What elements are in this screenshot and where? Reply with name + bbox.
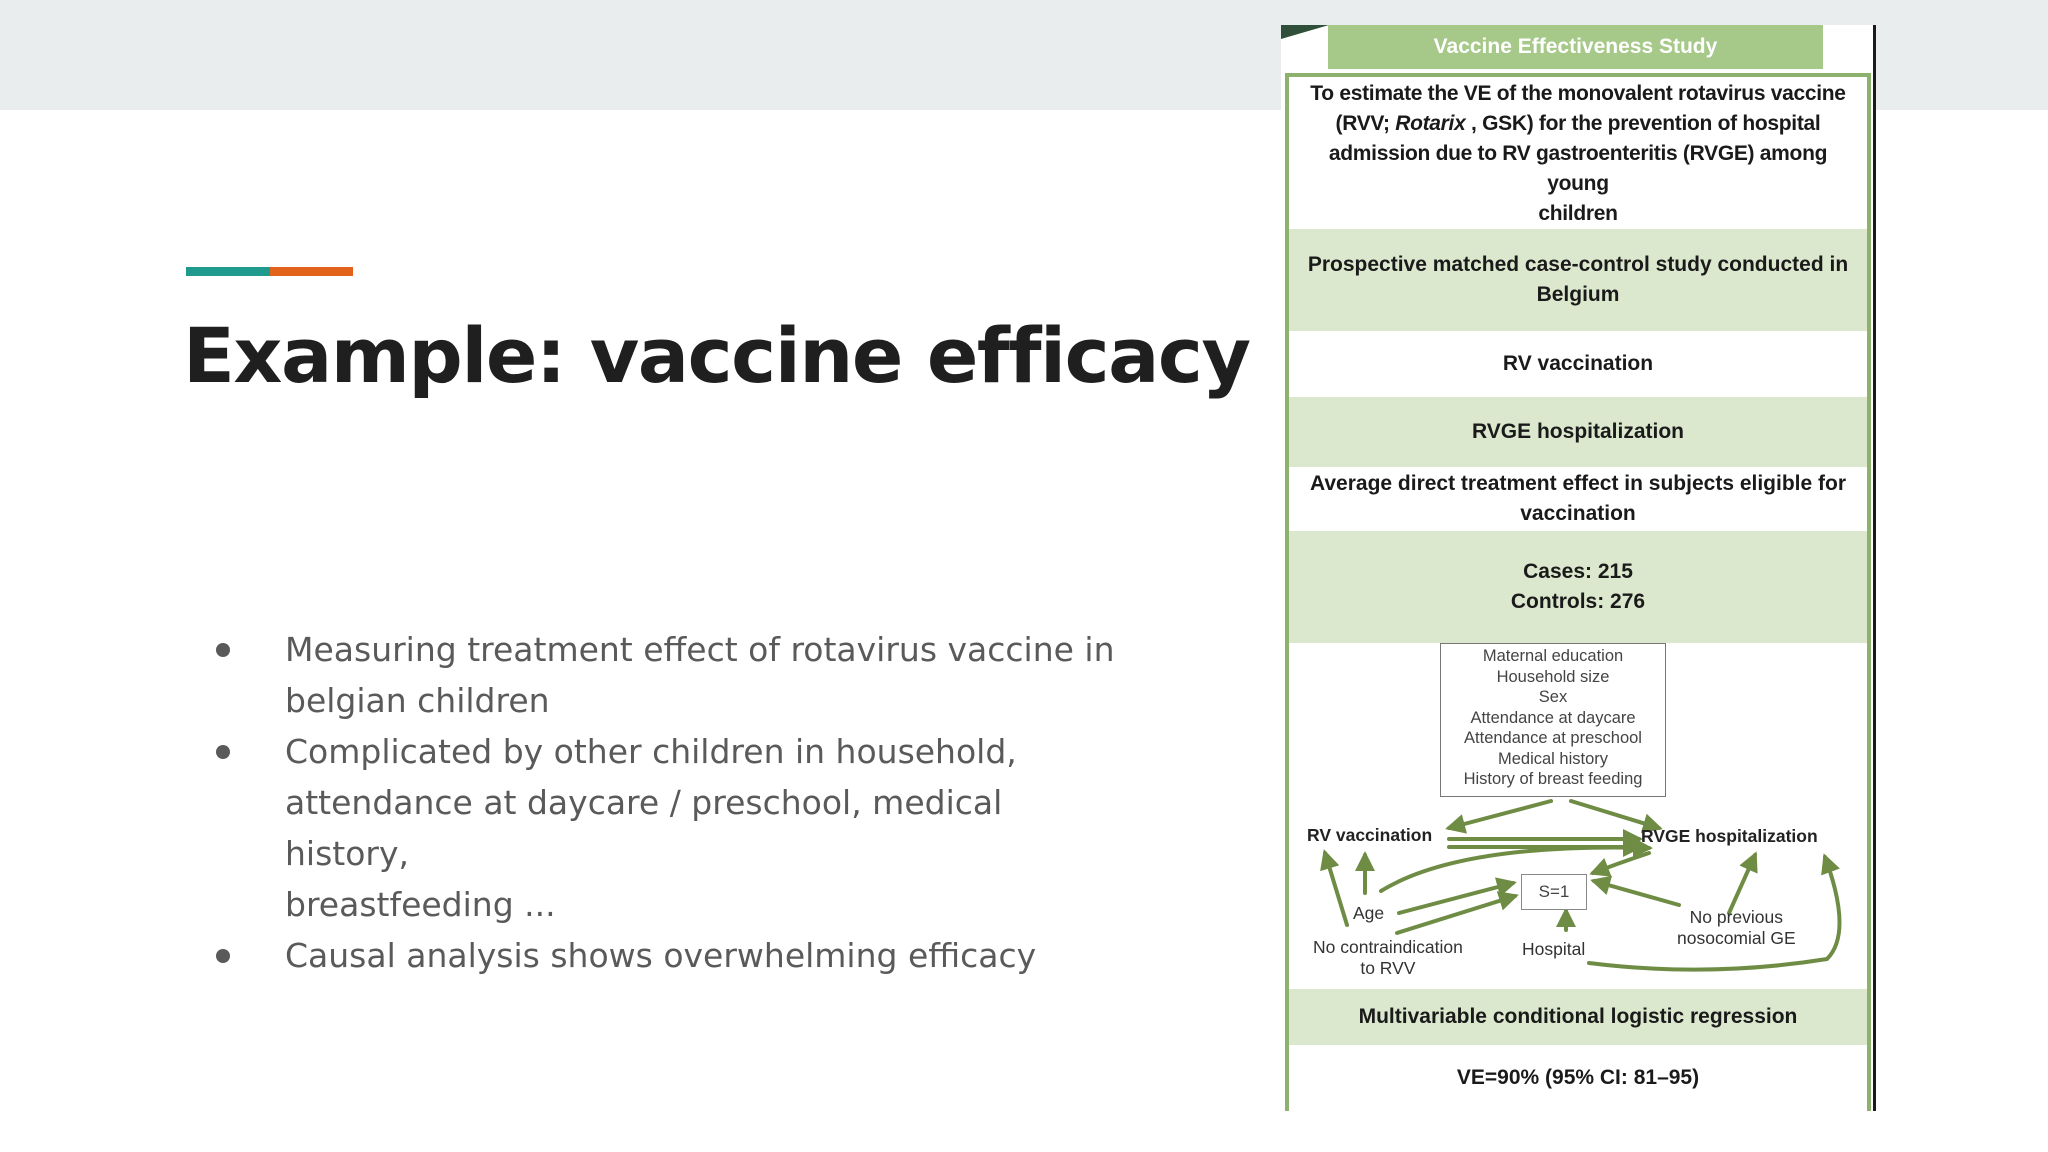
slide-title: Example: vaccine efficacy (183, 311, 1250, 400)
node-rvge-hospitalization: RVGE hospitalization (1641, 826, 1818, 846)
bullet-item (212, 624, 1132, 726)
node-no-contraindication (1313, 937, 1463, 979)
confounder-item: Maternal education (1482, 647, 1624, 665)
counts-box (1289, 531, 1867, 643)
estimand-line: vaccination (1520, 502, 1636, 525)
outcome-box: RVGE hospitalization (1289, 397, 1867, 467)
figure-right-border (1873, 25, 1876, 1111)
confounder-item: History of breast feeding (1463, 770, 1643, 788)
confounder-item: Medical history (1497, 749, 1609, 768)
objective-box (1289, 79, 1867, 229)
bullet-line: belgian children (285, 681, 550, 720)
node-hospital: Hospital (1522, 939, 1586, 959)
bullet-line: attendance at daycare / preschool, medical history, (285, 783, 1003, 873)
estimand-box (1289, 467, 1867, 531)
bullet-line: Measuring treatment effect of rotavirus vaccine in (285, 630, 1115, 669)
objective-line: To estimate the VE of the monovalent rotavirus vaccine (1310, 82, 1846, 105)
confounder-item: Attendance at preschool (1464, 729, 1642, 747)
figure-header: Vaccine Effectiveness Study (1328, 25, 1823, 69)
corner-decoration (1281, 25, 1329, 39)
bullet-item (212, 726, 1132, 930)
bullet-line: Causal analysis shows overwhelming efficacy (285, 936, 1037, 975)
node-age: Age (1353, 903, 1385, 923)
result-box: VE=90% (95% CI: 81–95) (1289, 1045, 1867, 1111)
bullet-item (212, 930, 1132, 981)
causal-diagram (1289, 643, 1867, 989)
node-rv-vaccination: RV vaccination (1307, 825, 1433, 845)
accent-bar-orange (270, 267, 353, 276)
bullet-line: Complicated by other children in household, (285, 732, 1017, 771)
bullet-dot-icon (216, 643, 230, 657)
rotarix-italic: Rotarix (1395, 112, 1466, 135)
objective-line: admission due to RV gastroenteritis (RVGE) among young (1328, 142, 1828, 195)
cases-count: Cases: 215 (1523, 560, 1633, 583)
confounder-item: Household size (1496, 667, 1610, 686)
node-noso-line: No previous (1689, 907, 1784, 927)
confounder-item: Sex (1538, 688, 1568, 706)
method-box: Multivariable conditional logistic regression (1289, 989, 1867, 1045)
design-box (1289, 229, 1867, 331)
design-line: Belgium (1536, 283, 1620, 306)
bullet-dot-icon (216, 949, 230, 963)
estimand-line: Average direct treatment effect in subjects eligible for (1309, 472, 1847, 495)
objective-line: (RVV; Rotarix , GSK) for the prevention of hospital (1335, 112, 1821, 135)
design-line: Prospective matched case-control study conducted in (1307, 253, 1849, 276)
node-selection: S=1 (1521, 874, 1587, 910)
node-noso-line: nosocomial GE (1677, 928, 1796, 948)
bullet-list (212, 624, 1132, 981)
confounder-item: Attendance at daycare (1470, 708, 1636, 727)
objective-line: children (1538, 202, 1618, 225)
bullet-dot-icon (216, 745, 230, 759)
exposure-box: RV vaccination (1289, 331, 1867, 397)
controls-count: Controls: 276 (1510, 590, 1646, 613)
bullet-line: breastfeeding ... (285, 885, 556, 924)
accent-bar-teal (186, 267, 270, 276)
node-no-previous-nosocomial (1677, 907, 1796, 949)
confounders-box (1440, 643, 1666, 797)
study-figure (1281, 25, 1876, 1111)
node-contra-line: No contraindication (1313, 937, 1463, 957)
node-contra-line: to RVV (1360, 958, 1416, 978)
